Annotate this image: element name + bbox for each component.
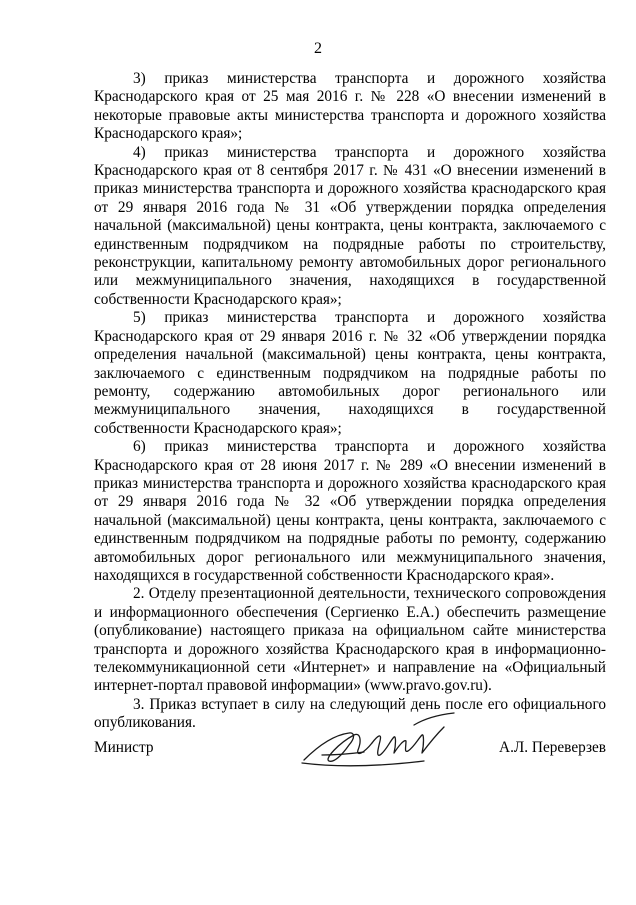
signature-block xyxy=(94,705,606,785)
paragraph-item-5: 5) приказ министерства транспорта и дорожного хозяйства Краснодарского края от 29 января 2016 г. № 32 «Об утверждении порядка определения начальной (максимальной) цены контракта, цены контракта, заключаемого с единственным подрядчиком на подрядные работы по ремонту, содержанию автомобильных дорог регионального или межмуниципального значения, находящихся в государственной собственности Краснодарского края»; xyxy=(94,309,606,437)
paragraph-effective-date: 3. Приказ вступает в силу на следующий день после его официального опубликования. xyxy=(94,695,606,732)
signatory-title: Министр xyxy=(94,739,154,756)
paragraph-item-6: 6) приказ министерства транспорта и дорожного хозяйства Краснодарского края от 28 июня 2017 г. № 289 «О внесении изменений в приказ министерства транспорта и дорожного хозяйства краснодарского края от 29 января 2016 года № 32 «Об утверждении порядка определения начальной (максимальной) цены контракта, цены контракта, заключаемого с единственным подрядчиком на подрядные работы по ремонту, содержанию автомобильных дорог регионального или межмуниципального значения, находящихся в государственной собственности Краснодарского края». xyxy=(94,438,606,584)
handwritten-signature xyxy=(294,705,474,775)
paragraph-publication: 2. Отделу презентационной деятельности, технического сопровождения и информационного обеспечения (Сергиенко Е.А.) обеспечить размещение (опубликование) настоящего приказа на официальном сайте министерства транспорта и дорожного хозяйства Краснодарского края в информационно-телекоммуникационной сети «Интернет» и направление на «Официальный интернет-портал правовой информации» (www.pravo.gov.ru). xyxy=(94,585,606,695)
document-body xyxy=(94,70,606,733)
paragraph-item-4: 4) приказ министерства транспорта и дорожного хозяйства Краснодарского края от 8 сентября 2017 г. № 431 «О внесении изменений в приказ министерства транспорта и дорожного хозяйства краснодарского края от 29 января 2016 года № 31 «Об утверждении порядка определения начальной (максимальной) цены контракта, цены контракта, заключаемого с единственным подрядчиком на подрядные работы по строительству, реконструкции, капитальному ремонту автомобильных дорог регионального или межмуниципального значения, находящихся в государственной собственности Краснодарского края»; xyxy=(94,143,606,308)
page-number: 2 xyxy=(314,40,322,57)
signatory-name: А.Л. Переверзев xyxy=(499,739,606,756)
paragraph-item-3: 3) приказ министерства транспорта и дорожного хозяйства Краснодарского края от 25 мая 2016 г. № 228 «О внесении изменений в некоторые правовые акты министерства транспорта и дорожного хозяйства Краснодарского края»; xyxy=(94,70,606,143)
